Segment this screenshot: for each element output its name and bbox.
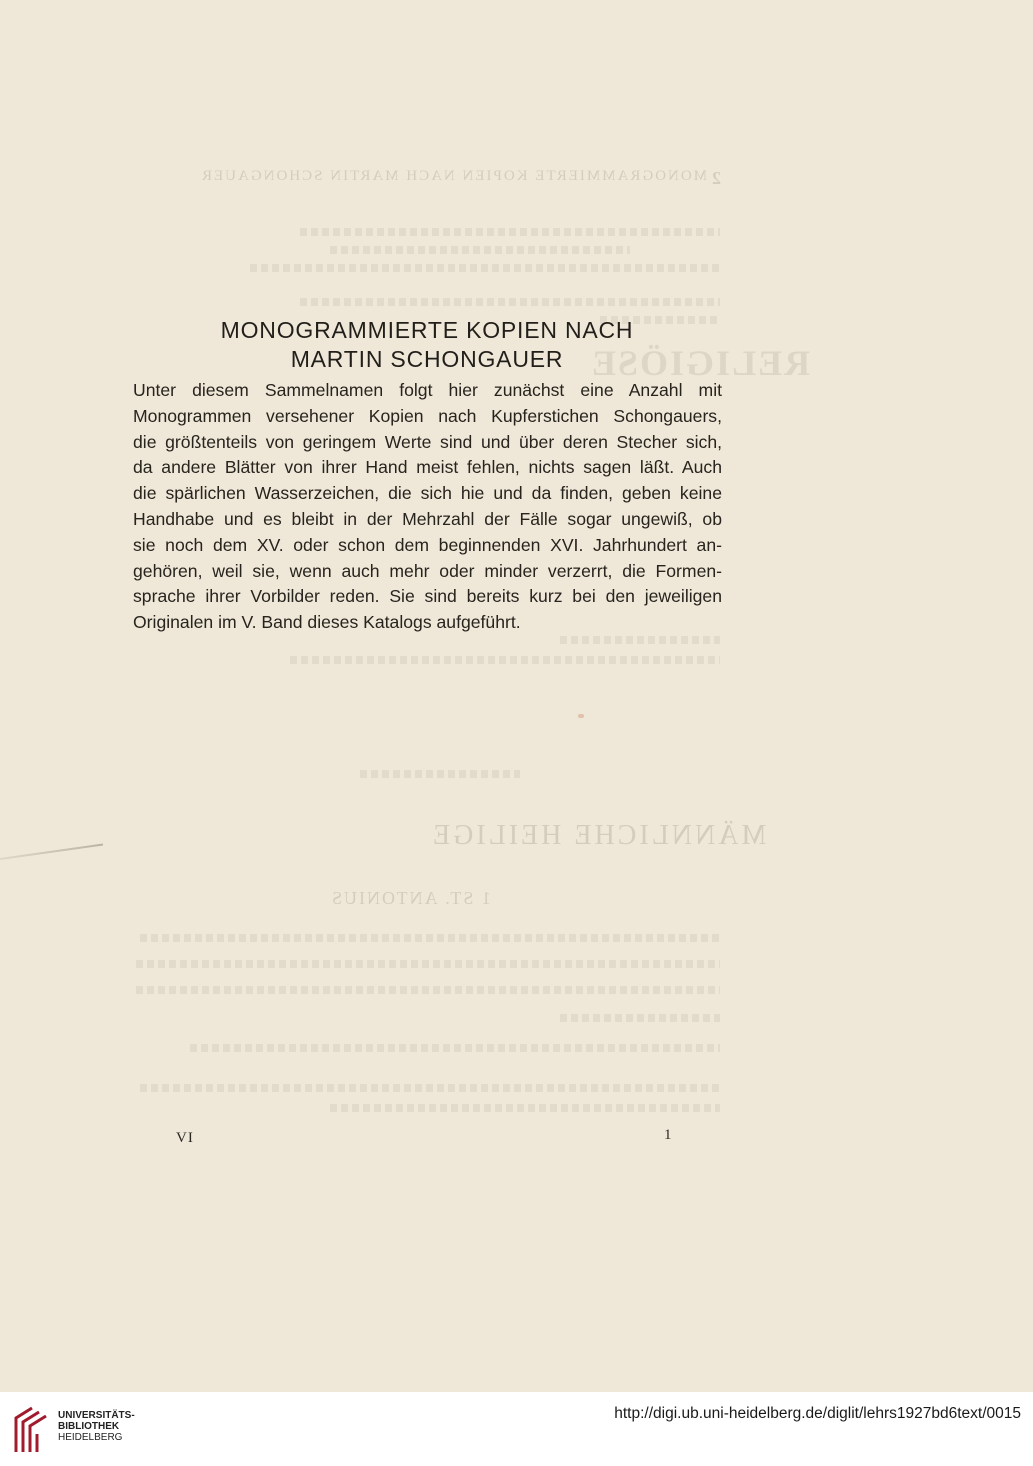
showthrough-line	[300, 228, 720, 236]
chapter-title-line-1: MONOGRAMMIERTE KOPIEN NACH	[220, 317, 634, 343]
showthrough-line	[136, 986, 720, 994]
body-line: sie noch dem XV. oder schon dem beginnenden XVI. Jahrhundert an-	[133, 534, 722, 555]
viewer-footer-bar	[0, 1392, 1033, 1466]
showthrough-line	[300, 298, 720, 306]
showthrough-line	[330, 246, 630, 254]
showthrough-page-number: 2	[712, 168, 721, 188]
showthrough-heading: MÄNNLICHE HEILIGE	[430, 820, 767, 851]
showthrough-subheading: 1 ST. ANTONIUS	[330, 888, 491, 908]
library-name-line-3: HEIDELBERG	[58, 1432, 123, 1443]
body-line: die spärlichen Wasserzeichen, die sich hie und da finden, geben keine	[133, 483, 722, 504]
library-name-line-1: UNIVERSITÄTS-	[58, 1410, 135, 1421]
showthrough-line	[140, 934, 720, 942]
showthrough-line	[330, 1104, 720, 1112]
showthrough-big-heading: RELIGIÖSE	[590, 343, 811, 383]
paper-spot	[578, 714, 584, 718]
body-line: da andere Blätter von ihrer Hand meist fehlen, nichts sagen läßt. Auch	[133, 457, 722, 478]
showthrough-line	[560, 1014, 720, 1022]
paper-crease	[0, 844, 103, 860]
body-line: sprache ihrer Vorbilder reden. Sie sind bereits kurz bei den jeweiligen	[133, 586, 722, 607]
body-line: gehören, weil sie, wenn auch mehr oder minder verzerrt, die Formen-	[133, 560, 722, 581]
body-paragraph	[133, 378, 722, 636]
showthrough-line	[190, 1044, 720, 1052]
showthrough-line	[290, 656, 720, 664]
showthrough-line	[560, 636, 720, 644]
body-line: Handhabe und es bleibt in der Mehrzahl der Fälle sogar ungewiß, ob	[133, 508, 722, 529]
body-line: die größtenteils von geringem Werte sind und über deren Stecher sich,	[133, 431, 722, 452]
permalink-url[interactable]: http://digi.ub.uni-heidelberg.de/diglit/lehrs1927bd6text/0015	[614, 1405, 1021, 1422]
body-line: Monogrammen versehener Kopien nach Kupferstichen Schongauers,	[133, 405, 722, 426]
showthrough-line	[140, 1084, 720, 1092]
showthrough-line	[250, 264, 720, 272]
library-name	[58, 1410, 135, 1443]
body-line: Unter diesem Sammelnamen folgt hier zunächst eine Anzahl mit	[133, 380, 722, 400]
showthrough-line	[360, 770, 520, 778]
library-name-line-2: BIBLIOTHEK	[58, 1421, 120, 1432]
logo-strokes	[16, 1408, 46, 1452]
body-line: Originalen im V. Band dieses Katalogs aufgeführt.	[133, 612, 521, 633]
chapter-title	[130, 316, 724, 374]
chapter-title-line-2: MARTIN SCHONGAUER	[290, 346, 564, 372]
university-library-logo-icon[interactable]	[12, 1404, 50, 1456]
signature-mark: VI	[176, 1130, 194, 1146]
page-number: 1	[664, 1127, 672, 1143]
showthrough-running-head: MONOGRAMMIERTE KOPIEN NACH MARTIN SCHONGAUER	[200, 168, 708, 184]
showthrough-line	[136, 960, 720, 968]
